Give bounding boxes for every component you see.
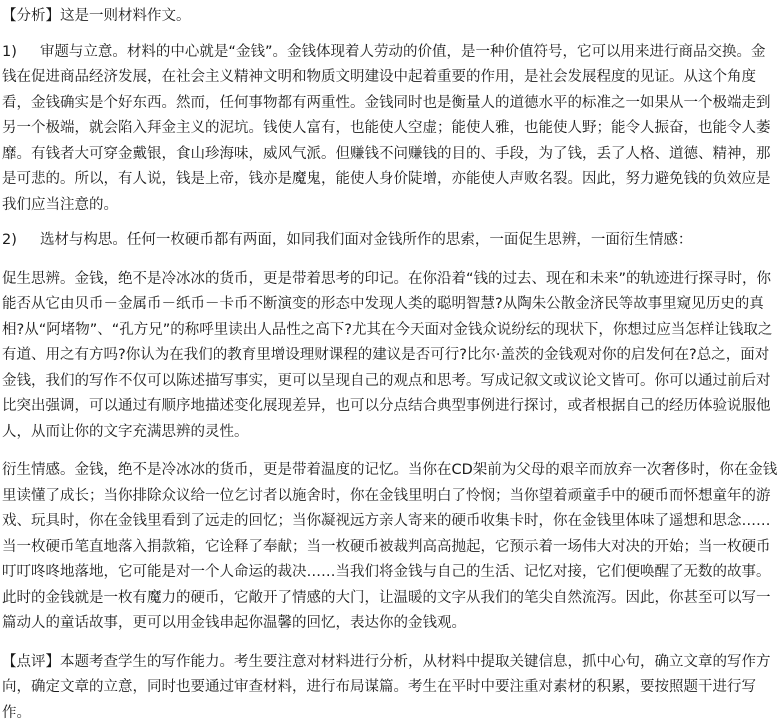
section-1-text: 审题与立意。材料的中心就是“金钱”。金钱体现着人劳动的价值，是一种价值符号，它可以用来进行商品交换。金钱在促进商品经济发展，在社会主义精神文明和物质文明建设中起着重要的作用，是社会发展程度的见证。从这个角度看，金钱确实是个好东西。然而，任何事物都有两重性。金钱同时也是衡量人的道德水平的标准之一如果从一个极端走到另一个极端，就会陷入拜金主义的泥坑。钱使人富有，也能使人空虚；能使人雅，也能使人野；能令人振奋，也能令人萎靡。有钱者大可穿金戴银，食山珍海味，威风气派。但赚钱不问赚钱的目的、手段，为了钱，丢了人格、道德、精神，那是可悲的。所以，有人说，钱是上帝，钱亦是魔鬼，能使人身价陡增，亦能使人声败名裂。因此，努力避免钱的负效应是我们应当注意的。	[2, 44, 771, 213]
section-2-paragraph	[2, 228, 778, 254]
section-2-number: 2)	[2, 232, 17, 248]
section-2-text: 选材与构思。任何一枚硬币都有两面，如同我们面对金钱所作的思索，一面促生思辨，一面衍生情感：	[40, 232, 693, 248]
analysis-heading: 【分析】这是一则材料作文。	[2, 4, 778, 30]
section-1-paragraph	[2, 40, 778, 219]
comment-paragraph: 【点评】本题考查学生的写作能力。考生要注意对材料进行分析，从材料中提取关键信息，抓中心句，确立文章的写作方向，确定文章的立意，同时也要通过审查材料，进行布局谋篇。考生在平时中要注重对素材的积累，要按照题干进行写作。	[2, 650, 778, 726]
section-1-number: 1)	[2, 44, 17, 60]
emotion-paragraph: 衍生情感。金钱，绝不是冷冰冰的货币，更是带着温度的记忆。当你在CD架前为父母的艰辛而放弃一次奢侈时，你在金钱里读懂了成长；当你排除众议给一位乞讨者以施舍时，你在金钱里明白了怜悯；当你望着顽童手中的硬币而怀想童年的游戏、玩具时，你在金钱里看到了远走的回忆；当你凝视远方亲人寄来的硬币收集卡时，你在金钱里体味了遥想和思念……当一枚硬币笔直地落入捐款箱，它诠释了奉献；当一枚硬币被裁判高高抛起，它预示着一场伟大对决的开始；当一枚硬币叮叮咚咚地落地，它可能是对一个人命运的裁决……当我们将金钱与自己的生活、记忆对接，它们便唤醒了无数的故事。此时的金钱就是一枚有魔力的硬币，它敞开了情感的大门，让温暖的文字从我们的笔尖自然流泻。因此，你甚至可以写一篇动人的童话故事，更可以用金钱串起你温馨的回忆，表达你的金钱观。	[2, 458, 778, 637]
thinking-paragraph: 促生思辨。金钱，绝不是冷冰冰的货币，更是带着思考的印记。在你沿着“钱的过去、现在和未来”的轨迹进行探寻时，你能否从它由贝币－金属币－纸币－卡币不断演变的形态中发现人类的聪明智慧?从陶朱公散金济民等故事里窥见历史的真相?从“阿堵物”、“孔方兄”的称呼里读出人品性之高下?尤其在今天面对金钱众说纷纭的现状下，你想过应当怎样让钱取之有道、用之有方吗?你认为在我们的教育里增设理财课程的建议是否可行?比尔·盖茨的金钱观对你的启发何在?总之，面对金钱，我们的写作不仅可以陈述描写事实，更可以呈现自己的观点和思考。写成记叙文或议论文皆可。你可以通过前后对比突出强调，可以通过有顺序地描述变化展现差异，也可以分点结合典型事例进行探讨，或者根据自己的经历体验说服他人，从而让你的文字充满思辨的灵性。	[2, 267, 778, 446]
